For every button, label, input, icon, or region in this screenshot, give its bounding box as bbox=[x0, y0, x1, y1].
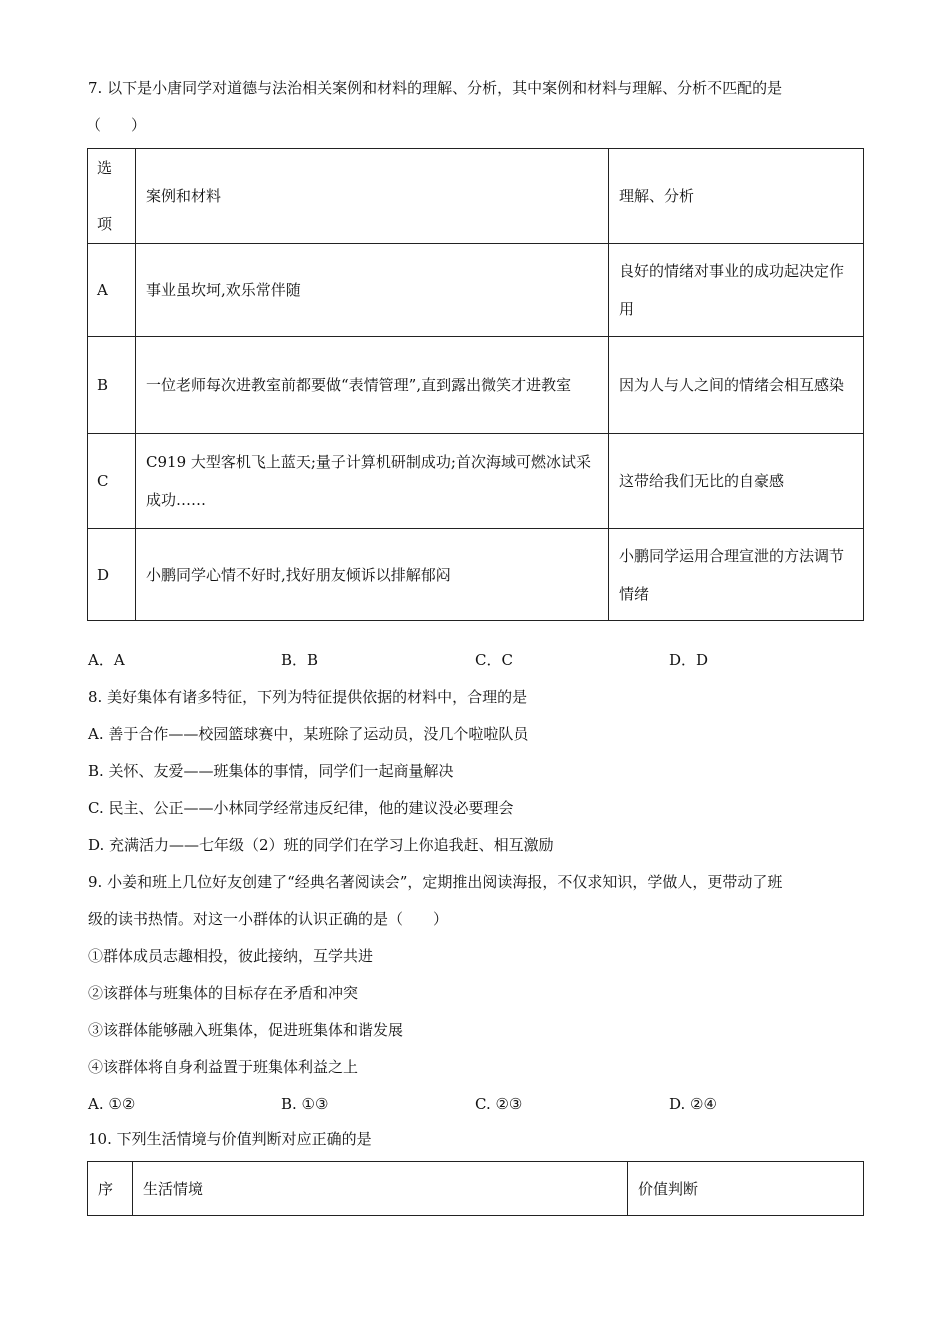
q7-row-option: A bbox=[88, 244, 136, 337]
q9-statement-3: ③该群体能够融入班集体，促进班集体和谐发展 bbox=[88, 1021, 404, 1039]
q9-stem-line2: 级的读书热情。对这一小群体的认识正确的是（ ） bbox=[88, 910, 449, 928]
q7-table bbox=[87, 148, 864, 621]
q10-header-judgement: 价值判断 bbox=[628, 1162, 864, 1216]
q10-stem: 10. 下列生活情境与价值判断对应正确的是 bbox=[88, 1130, 372, 1148]
q7-row-analysis: 因为人与人之间的情绪会相互感染 bbox=[609, 337, 864, 434]
q9-statement-2: ②该群体与班集体的目标存在矛盾和冲突 bbox=[88, 984, 359, 1002]
q10-table-header-row bbox=[88, 1162, 864, 1216]
q9-stem-line1: 9. 小姜和班上几位好友创建了“经典名著阅读会”，定期推出阅读海报，不仅求知识，学做人，更带动了班 bbox=[88, 873, 783, 891]
table-row bbox=[88, 337, 864, 434]
q7-row-case: C919 大型客机飞上蓝天;量子计算机研制成功;首次海域可燃冰试采成功…… bbox=[136, 434, 609, 529]
q9-statement-1: ①群体成员志趣相投，彼此接纳，互学共进 bbox=[88, 947, 374, 965]
q7-header-option-line2: 项 bbox=[97, 215, 113, 233]
q7-row-analysis: 良好的情绪对事业的成功起决定作用 bbox=[609, 244, 864, 337]
q9-choice-d[interactable]: D. ②④ bbox=[669, 1095, 717, 1113]
q7-row-option: D bbox=[88, 529, 136, 621]
q8-option-a[interactable]: A. 善于合作——校园篮球赛中，某班除了运动员，没几个啦啦队员 bbox=[88, 725, 529, 743]
q7-row-option: C bbox=[88, 434, 136, 529]
q7-header-case: 案例和材料 bbox=[136, 149, 609, 244]
q7-row-analysis: 这带给我们无比的自豪感 bbox=[609, 434, 864, 529]
q7-choices bbox=[88, 649, 868, 671]
q10-header-scenario: 生活情境 bbox=[133, 1162, 628, 1216]
q10-table bbox=[87, 1161, 864, 1216]
q7-header-analysis: 理解、分析 bbox=[609, 149, 864, 244]
q8-option-c[interactable]: C. 民主、公正——小林同学经常违反纪律，他的建议没必要理会 bbox=[88, 799, 514, 817]
q7-choice-a[interactable]: A．A bbox=[88, 651, 125, 669]
q8-stem: 8. 美好集体有诸多特征，下列为特征提供依据的材料中，合理的是 bbox=[88, 688, 528, 706]
table-row bbox=[88, 244, 864, 337]
q7-row-case: 小鹏同学心情不好时,找好朋友倾诉以排解郁闷 bbox=[136, 529, 609, 621]
q7-row-option: B bbox=[88, 337, 136, 434]
q7-choice-d[interactable]: D．D bbox=[669, 651, 709, 669]
table-row bbox=[88, 529, 864, 621]
q7-header-option bbox=[88, 149, 136, 244]
q9-choice-b[interactable]: B. ①③ bbox=[281, 1095, 329, 1113]
q7-choice-b[interactable]: B．B bbox=[281, 651, 319, 669]
q7-answer-paren: （ ） bbox=[86, 116, 147, 134]
q7-row-case: 事业虽坎坷,欢乐常伴随 bbox=[136, 244, 609, 337]
q7-row-case: 一位老师每次进教室前都要做“表情管理”,直到露出微笑才进教室 bbox=[136, 337, 609, 434]
q7-stem: 7. 以下是小唐同学对道德与法治相关案例和材料的理解、分析，其中案例和材料与理解、分析不匹配的是 bbox=[88, 79, 783, 97]
q9-choices bbox=[88, 1093, 868, 1115]
q7-row-analysis: 小鹏同学运用合理宣泄的方法调节情绪 bbox=[609, 529, 864, 621]
q9-choice-c[interactable]: C. ②③ bbox=[475, 1095, 523, 1113]
q7-header-option-line1: 选 bbox=[97, 159, 113, 177]
q8-option-b[interactable]: B. 关怀、友爱——班集体的事情，同学们一起商量解决 bbox=[88, 762, 454, 780]
q10-header-index: 序 bbox=[88, 1162, 133, 1216]
q8-option-d[interactable]: D. 充满活力——七年级（2）班的同学们在学习上你追我赶、相互激励 bbox=[88, 836, 554, 854]
q9-choice-a[interactable]: A. ①② bbox=[88, 1095, 136, 1113]
q9-statement-4: ④该群体将自身利益置于班集体利益之上 bbox=[88, 1058, 359, 1076]
q7-table-header-row bbox=[88, 149, 864, 244]
table-row bbox=[88, 434, 864, 529]
q7-choice-c[interactable]: C．C bbox=[475, 651, 513, 669]
